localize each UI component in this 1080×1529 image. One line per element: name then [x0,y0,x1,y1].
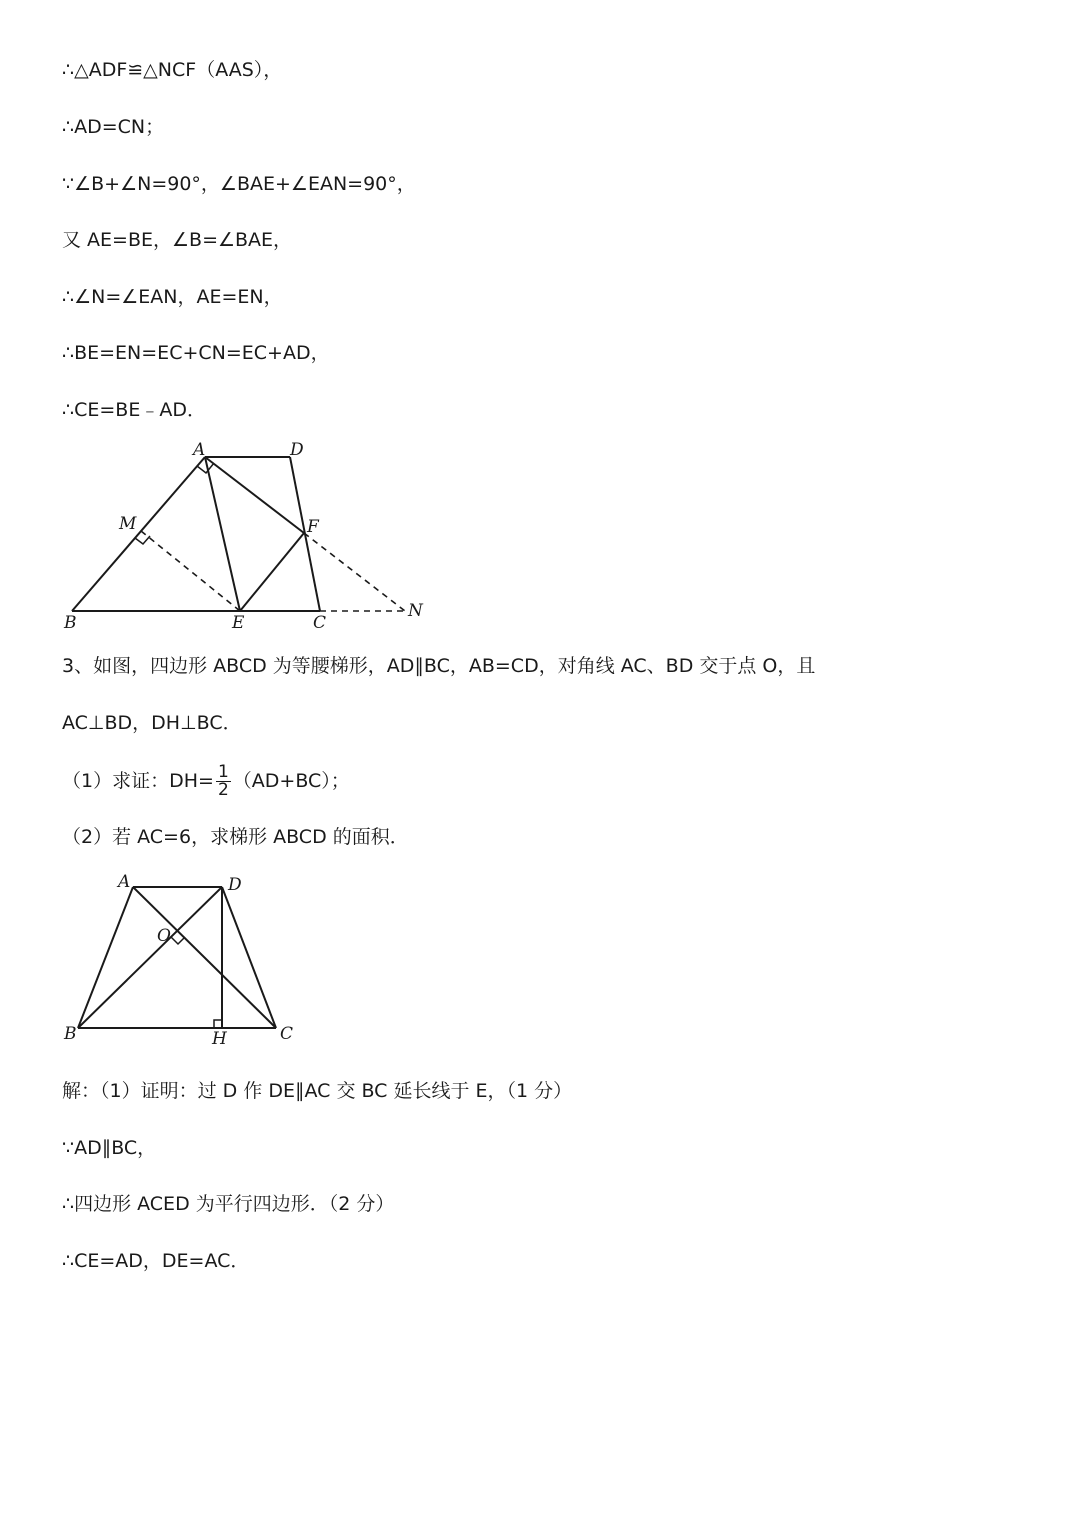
fraction-denominator: 2 [217,780,229,800]
solution-line-2: ∵AD∥BC， [62,1137,157,1159]
label-H: H [212,1029,227,1049]
label-O: O [157,926,171,946]
proof-line-3: ∵∠B+∠N=90°，∠BAE+∠EAN=90°， [62,173,416,195]
proof-line-1: ∴△ADF≌△NCF（AAS）， [62,59,283,81]
proof-line-7: ∴CE=BE﹣AD． [62,399,206,421]
label-C: C [280,1024,294,1044]
problem3-part-2: （2）若 AC=6，求梯形 ABCD 的面积． [62,826,409,848]
proof-line-2: ∴AD=CN； [62,116,165,138]
right-angle-mark-H [214,1020,222,1028]
label-M: M [119,514,137,534]
part1-suffix: （AD+BC）； [232,770,350,792]
fraction-numerator: 1 [217,762,229,782]
label-F: F [307,517,319,537]
problem3-line-1: 3、如图，四边形 ABCD 为等腰梯形，AD∥BC，AB=CD，对角线 AC、BD 交于点 O，且 [62,655,816,677]
solution-line-4: ∴CE=AD，DE=AC． [62,1250,250,1272]
label-D: D [228,875,242,895]
label-N: N [408,601,423,621]
diagonal-AC [133,887,276,1028]
solution-line-3: ∴四边形 ACED 为平行四边形．（2 分） [62,1193,395,1215]
proof-line-4: 又 AE=BE，∠B=∠BAE， [62,229,293,251]
part1-prefix: （1）求证：DH= [62,770,214,792]
label-A: A [118,872,131,892]
label-D: D [290,440,304,460]
problem3-line-2: AC⊥BD，DH⊥BC． [62,712,242,734]
proof-line-5: ∴∠N=∠EAN，AE=EN， [62,286,283,308]
right-angle-mark-O [171,937,185,944]
segment-AB [78,887,133,1028]
label-E: E [232,613,245,633]
solution-line-1: 解：（1）证明：过 D 作 DE∥AC 交 BC 延长线于 E，（1 分） [62,1080,573,1102]
label-C: C [313,613,327,633]
label-B: B [64,613,77,633]
diagonal-BD [78,887,222,1028]
label-A: A [193,440,206,460]
label-B: B [64,1024,77,1044]
proof-line-6: ∴BE=EN=EC+CN=EC+AD， [62,342,330,364]
segment-DC [222,887,276,1028]
